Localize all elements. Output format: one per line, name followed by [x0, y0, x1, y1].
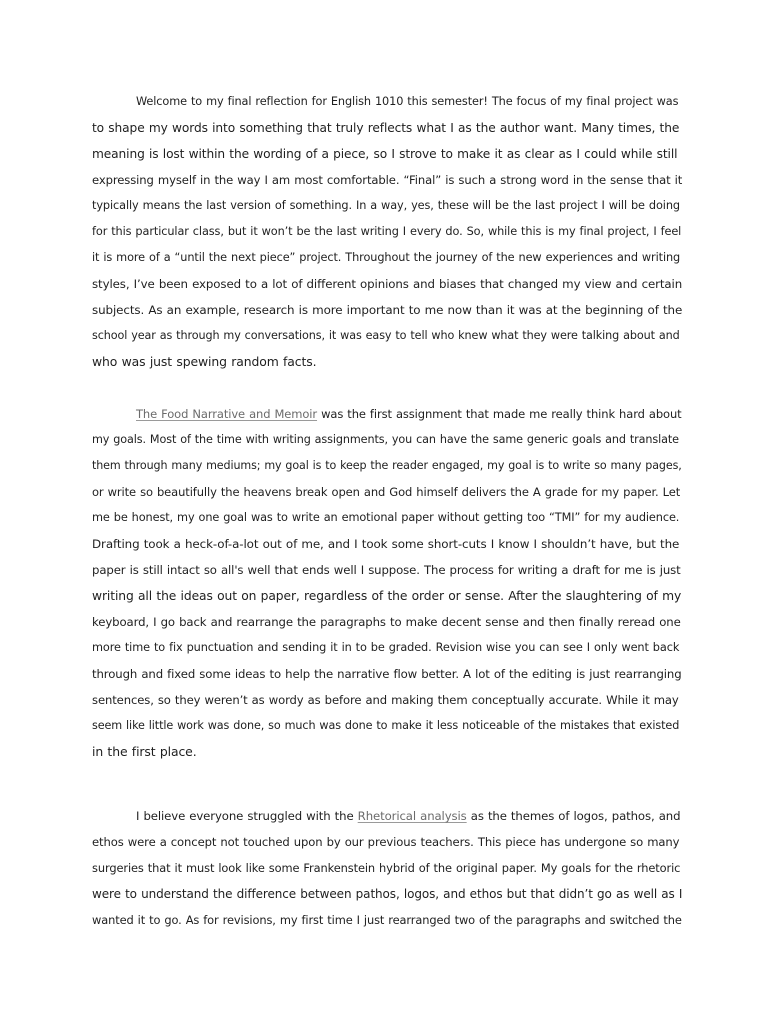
paragraph-food-narrative	[92, 401, 682, 765]
text-line: who was just spewing random facts.	[92, 354, 317, 369]
text-line: Welcome to my final reflection for English 1010 this semester! The focus of my final project was	[136, 95, 679, 108]
text-line: expressing myself in the way I am most comfortable. “Final” is such a strong word in the sense that it	[92, 173, 683, 187]
text-line	[92, 803, 682, 829]
text-line: ethos were a concept not touched upon by our previous teachers. This piece has undergone so many	[92, 835, 680, 849]
paragraph-intro	[92, 89, 682, 375]
paragraph-rhetorical-analysis	[92, 803, 682, 933]
text-line	[92, 401, 682, 427]
text-fragment: as the themes of logos, pathos, and	[466, 809, 681, 823]
text-line: sentences, so they weren’t as wordy as before and making them conceptually accurate. While it may	[92, 693, 679, 707]
text-line: them through many mediums; my goal is to keep the reader engaged, my goal is to write so many pages,	[92, 459, 682, 472]
text-line: or write so beautifully the heavens break open and God himself delivers the A grade for my paper. Let	[92, 485, 681, 499]
text-line: typically means the last version of something. In a way, yes, these will be the last project I will be doing	[92, 199, 680, 212]
text-line: for this particular class, but it won’t be the last writing I every do. So, while this is my final project, I feel	[92, 225, 682, 238]
text-line: through and fixed some ideas to help the narrative flow better. A lot of the editing is just rearranging	[92, 667, 682, 681]
text-line: meaning is lost within the wording of a piece, so I strove to make it as clear as I could while still	[92, 147, 678, 161]
text-line: in the first place.	[92, 744, 197, 759]
text-line: to shape my words into something that truly reflects what I as the author want. Many times, the	[92, 121, 680, 135]
text-line: my goals. Most of the time with writing assignments, you can have the same generic goals and translate	[92, 433, 679, 446]
text-line: keyboard, I go back and rearrange the paragraphs to make decent sense and then finally reread one	[92, 615, 681, 629]
rhetorical-analysis-link[interactable]: Rhetorical analysis	[357, 809, 467, 823]
text-line: surgeries that it must look like some Frankenstein hybrid of the original paper. My goals for the rhetoric	[92, 861, 681, 875]
text-line: it is more of a “until the next piece” project. Throughout the journey of the new experiences and writing	[92, 251, 681, 264]
text-fragment: was the first assignment that made me really think hard about	[317, 407, 682, 421]
text-line: school year as through my conversations, it was easy to tell who knew what they were talking about and	[92, 329, 680, 342]
text-line: more time to fix punctuation and sending it in to be graded. Revision wise you can see I only went back	[92, 641, 680, 654]
text-line: were to understand the difference between pathos, logos, and ethos but that didn’t go as well as I	[92, 887, 683, 901]
text-line: wanted it to go. As for revisions, my first time I just rearranged two of the paragraphs and switched the	[92, 913, 682, 927]
food-narrative-link[interactable]: The Food Narrative and Memoir	[136, 407, 318, 421]
text-line: Drafting took a heck-of-a-lot out of me, and I took some short-cuts I know I shouldn’t have, but the	[92, 537, 680, 551]
text-line: seem like little work was done, so much was done to make it less noticeable of the mistakes that existed	[92, 719, 680, 732]
text-line: paper is still intact so all's well that ends well I suppose. The process for writing a draft for me is just	[92, 563, 681, 577]
text-line: subjects. As an example, research is more important to me now than it was at the beginning of the	[92, 303, 683, 317]
text-fragment: I believe everyone struggled with the	[136, 809, 358, 823]
text-line: writing all the ideas out on paper, regardless of the order or sense. After the slaughtering of my	[92, 589, 682, 603]
text-line: styles, I’ve been exposed to a lot of different opinions and biases that changed my view and certain	[92, 277, 683, 291]
text-line: me be honest, my one goal was to write an emotional paper without getting too “TMI” for my audience.	[92, 511, 680, 524]
